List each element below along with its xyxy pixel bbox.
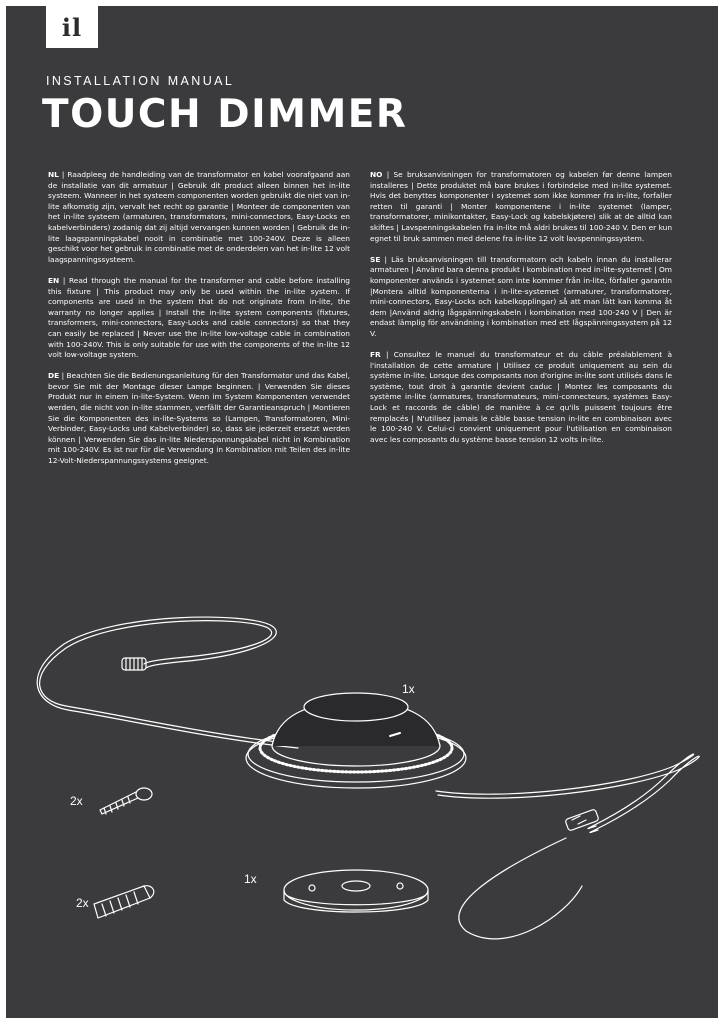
lang-code: FR [370, 350, 381, 360]
section-se [370, 255, 672, 340]
separator: | [382, 170, 394, 179]
lang-code: NL [48, 170, 59, 179]
screw-icon [100, 788, 152, 814]
lang-code: DE [48, 371, 60, 381]
wall-plug-icon [94, 886, 154, 918]
left-text-column [48, 170, 350, 477]
section-no [370, 170, 672, 244]
screw-quantity: 2x [70, 794, 83, 808]
section-text: Läs bruksanvisningen till transformatorn och kabeln innan du installerar armaturen | Använd bara denna produkt i kombination med in-lite-systemet | Om komponenter används i systemet som inte kommer från in-lite, förfaller garantin |Montera alltid komponenterna i in-lite-systemet (armaturer, transformatorer, mini-connectors, Easy-Locks och kabelkopplingar) så att man lätt kan komma åt dem |Använd aldrig lågspänningskabeln i kombination med 100-240 V | Den är endast lämplig för användning i kombination med ett lågspänningssystem på 12 V. [370, 254, 672, 338]
plate-quantity: 1x [244, 872, 257, 886]
lang-code: SE [370, 254, 381, 264]
section-text: Beachten Sie die Bedienungsanleitung für den Transformator und das Kabel, bevor Sie mit der Montage dieser Lampe beginnen. | Verwenden Sie dieses Produkt nur in einem in-lite-System. Wenn im System Komponenten verwendet werden, die nicht von in-lite stammen, verfällt der Garantieanspruch | Montieren Sie die Komponenten des in-lite-Systems so (Lampen, Transformatoren, Mini-Verbinder, Easy-Locks und Kabelverbinder) so, dass sie jederzeit ersetzt werden können | Verwenden Sie das in-lite Niederspannungskabel nicht in Kombination mit 100-240V. Es ist nur für die Verwendung in Kombination mit Teilen des in-lite 12-Volt-Niederspannungssystems geeignet. [48, 371, 350, 466]
mounting-plate-icon [284, 870, 428, 912]
manual-page [6, 6, 718, 1018]
section-en [48, 276, 350, 361]
separator: | [58, 170, 68, 179]
dimmer-quantity: 1x [402, 682, 415, 696]
product-title: TOUCH DIMMER [42, 92, 408, 137]
separator: | [59, 275, 69, 285]
lang-code: EN [48, 275, 60, 285]
separator: | [380, 254, 392, 264]
section-text: Consultez le manuel du transformateur et du câble préalablement à l'installation de cette armature | Utilisez ce produit uniquement au sein du système in-lite. Lorsque des composants non d'origine in-lite sont utilisés dans le système, tout droit à garantie devient caduc | Montez les composants du système in-lite (armatures, transformateurs, mini-connecteurs, systèmes Easy-Lock et raccords de câble) de manière à ce qu'ils puissent toujours être remplacés | N'utilisez jamais le câble basse tension in-lite en combinaison avec le 100-240 V. Celui-ci convient uniquement pour l'utilisation en combinaison avec les composants du système basse tension 12 volts in-lite. [370, 350, 672, 444]
plug-quantity: 2x [76, 896, 89, 910]
section-text: Se bruksanvisningen for transformatoren og kabelen før denne lampen installeres | Dette produktet må bare brukes i forbindelse med in-lite systemet. Hvis det benyttes komponenter i systemet som ikke kommer fra in-lite, forfaller retten til garanti | Monter komponentene i in-lite systemet (lamper, transformatorer, minikontakter, Easy-Lock og kabelskjøtere) slik at de alltid kan skiftes | Lavspenningskabelen fra in-lite må aldri brukes til 100-240 V. Den er kun egnet til bruk sammen med delene fra in-lite 12 volt lavspenningssystem. [370, 170, 672, 243]
section-de [48, 371, 350, 466]
dimmer-cable-left [40, 621, 296, 744]
section-fr [370, 350, 672, 445]
dimmer-cable-right [436, 754, 694, 828]
section-text: Read through the manual for the transformer and cable before installing this fixture | This product may only be used within the in-lite system. If components are used in the system that do not originate from in-lite, the warranty no longer applies | Install the in-lite system components (fixtures, transformers, mini-connectors, Easy-Locks and cable connectors) so that they can easily be replaced | Never use the in-lite low-voltage cable in combination with 100-240V. This is only suitable for use with the components of the in-lite 12 volt low-voltage system. [48, 275, 350, 360]
lang-code: NO [370, 170, 383, 179]
separator: | [380, 350, 394, 360]
manual-subtitle: INSTALLATION MANUAL [46, 74, 235, 88]
touch-dimmer-icon [246, 693, 466, 788]
brand-logo: il [46, 6, 98, 48]
parts-illustration [6, 586, 718, 1018]
section-text: Raadpleeg de handleiding van de transformator en kabel voorafgaand aan de installatie van dit armatuur | Gebruik dit product alleen binnen het in-lite systeem. Wanneer in het systeem componenten worden gebruikt die niet van in-lite afkomstig zijn, vervalt het recht op garantie | Monteer de componenten van het in-lite systeem (armaturen, transformators, mini-connectors, Easy-Locks en kabelverbinders) zodanig dat zij altijd vervangen kunnen worden | Gebruik de in-lite laagspanningskabel nooit in combinatie met 100-240V. Deze is alleen geschikt voor het gebruik in combinatie met de onderdelen van het in-lite 12 volt laagspanningssysteem. [48, 170, 350, 264]
separator: | [59, 371, 67, 381]
right-text-column [370, 170, 672, 456]
section-nl [48, 170, 350, 265]
cable-connector-right-icon [565, 809, 599, 831]
cable-connector-left-icon [122, 658, 146, 670]
